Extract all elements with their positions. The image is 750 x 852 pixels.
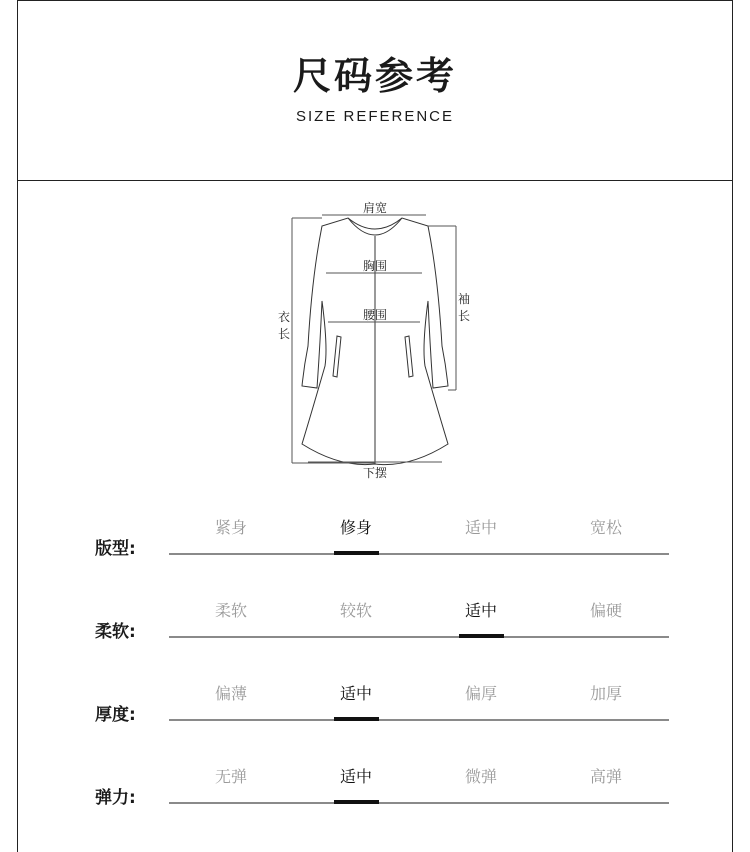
attribute-option: 适中 [339, 684, 372, 703]
attribute-option: 修身 [339, 518, 372, 537]
attribute-scale-line [169, 553, 669, 555]
label-shoulder: 肩宽 [362, 201, 388, 215]
label-sleeve-a: 袖 [457, 292, 471, 306]
attribute-option: 高弹 [589, 767, 622, 786]
label-length-a: 衣 [277, 310, 291, 324]
page-title: 尺码参考 [292, 54, 457, 98]
attribute-option: 偏薄 [214, 684, 247, 703]
attribute-label: 厚度: [95, 705, 136, 725]
right-pocket [405, 336, 413, 377]
attribute-scale-line [169, 719, 669, 721]
attribute-option: 适中 [339, 767, 372, 786]
attribute-option: 微弹 [464, 767, 497, 786]
label-chest: 胸围 [362, 259, 388, 273]
collar [348, 218, 402, 235]
attribute-option: 柔软 [214, 601, 247, 620]
selected-indicator [334, 717, 379, 721]
label-hem: 下摆 [362, 466, 388, 480]
attribute-row [95, 600, 675, 660]
attribute-option: 较软 [339, 601, 372, 620]
selected-indicator [334, 800, 379, 804]
attribute-row [95, 766, 675, 826]
attribute-option: 适中 [464, 601, 497, 620]
attribute-option: 加厚 [589, 684, 622, 703]
label-length-b: 长 [277, 327, 291, 341]
selected-indicator [334, 551, 379, 555]
attribute-option: 宽松 [589, 518, 622, 537]
attribute-label: 弹力: [95, 788, 136, 808]
attribute-scale-line [169, 802, 669, 804]
attribute-option: 无弹 [214, 767, 247, 786]
label-waist: 腰围 [362, 308, 388, 322]
left-pocket [333, 336, 341, 377]
attribute-row [95, 517, 675, 577]
header [17, 0, 733, 181]
attribute-option: 偏厚 [464, 684, 497, 703]
attribute-option: 适中 [464, 518, 497, 537]
label-sleeve-b: 长 [457, 309, 471, 323]
attribute-scale-line [169, 636, 669, 638]
attribute-label: 版型: [95, 539, 136, 559]
attribute-label: 柔软: [95, 622, 136, 642]
coat-measurement-diagram [270, 196, 480, 486]
attribute-row [95, 683, 675, 743]
attribute-option: 偏硬 [589, 601, 622, 620]
selected-indicator [459, 634, 504, 638]
attribute-option: 紧身 [214, 518, 247, 537]
page-subtitle: SIZE REFERENCE [295, 108, 455, 125]
